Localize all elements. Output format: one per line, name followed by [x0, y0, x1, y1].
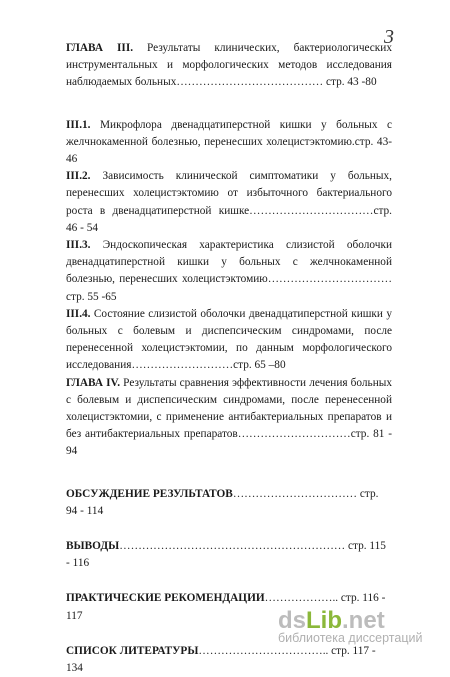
entry-dots: ………………………… [237, 428, 351, 441]
entry-page: стр. 117 - 134 [66, 644, 376, 675]
entry-title: Эндоскопическая характеристика слизистой оболочки двенадцатиперстной кишки у больных с желчнокаменной болезнью, перенесших холецистэктомию [66, 239, 392, 286]
entry-title: Зависимость клинической симптоматики у больных, перенесших холецистэктомию от избыточного бактериального роста в двенадцатиперстной кишке [66, 170, 392, 217]
entry-page: стр. 43-46 [66, 135, 392, 166]
entry-page: стр. 46 - 54 [66, 204, 392, 234]
entry-number: III.2. [66, 170, 91, 183]
dslib-watermark [278, 607, 438, 645]
toc-entry-conclusions [66, 538, 392, 572]
toc-entry-references [66, 643, 392, 677]
entry-title: ПРАКТИЧЕСКИЕ РЕКОМЕНДАЦИИ [66, 592, 265, 605]
toc-entry-3-1 [66, 117, 392, 169]
entry-title: ВЫВОДЫ [66, 540, 120, 553]
entry-page: стр. 65 –80 [233, 359, 286, 372]
entry-page: стр. 94 - 114 [66, 487, 379, 517]
entry-dots: ……………….. [264, 592, 341, 605]
logo-net: .net [342, 607, 385, 634]
page-number: 3 [384, 26, 394, 48]
entry-title: Состояние слизистой оболочки двенадцатиперстной кишки у больных с болевым и диспепсическим синдромами, после перенесенной холецистэктомии, по данным морфологического исследования [66, 307, 392, 372]
entry-number: ГЛАВА III. [66, 42, 134, 54]
entry-number: III.3. [66, 239, 91, 252]
entry-number: ГЛАВА IV. [66, 376, 121, 389]
entry-dots: …………………………….. [198, 644, 332, 657]
entry-dots: …………………………… [249, 204, 374, 217]
entry-page: стр. 115 - 116 [66, 540, 386, 570]
entry-title: ОБСУЖДЕНИЕ РЕЗУЛЬТАТОВ [66, 487, 233, 500]
entry-dots: …………………………… [232, 487, 358, 500]
logo-lib: Lib [306, 607, 343, 634]
entry-title: СПИСОК ЛИТЕРАТУРЫ [66, 644, 199, 657]
entry-title: Результаты сравнения эффективности лечения больных с болевым и диспепсическим синдромами, после перенесенной холецистэктомии, с применение антибактериальных препаратов и без антибактериальных препаратов [66, 376, 392, 441]
entry-title: Микрофлора двенадцатиперстной кишки у больных с желчнокаменной болезнью, перенесших холецистэктомию. [66, 118, 392, 148]
entry-number: III.1. [66, 118, 91, 131]
entry-title: Результаты клинических, бактериологических инструментальных и морфологических методов исследования наблюдаемых больных [66, 42, 392, 89]
toc-entry-3-3 [66, 237, 392, 306]
toc-entry-discussion [66, 486, 392, 520]
entry-page: стр. 81 - 94 [66, 428, 392, 458]
entry-dots: …………………………………………………… [119, 540, 346, 553]
table-of-contents [66, 40, 392, 677]
entry-dots: …………………………… [267, 273, 392, 286]
entry-page: стр. 43 -80 [323, 76, 377, 89]
entry-page: стр. 116 - 117 [66, 592, 386, 622]
entry-page: стр. 55 -65 [66, 290, 117, 303]
toc-entry-chapter-4 [66, 375, 392, 461]
toc-entry-chapter-3 [66, 40, 392, 92]
logo-ds: ds [278, 607, 307, 634]
toc-entry-3-4 [66, 306, 392, 375]
toc-entry-3-2 [66, 168, 392, 237]
entry-number: III.4. [66, 307, 91, 320]
entry-dots: ………………………………… [176, 76, 324, 89]
watermark-tagline: библиотека диссертаций [278, 631, 423, 645]
entry-dots: ……………………… [131, 359, 234, 372]
